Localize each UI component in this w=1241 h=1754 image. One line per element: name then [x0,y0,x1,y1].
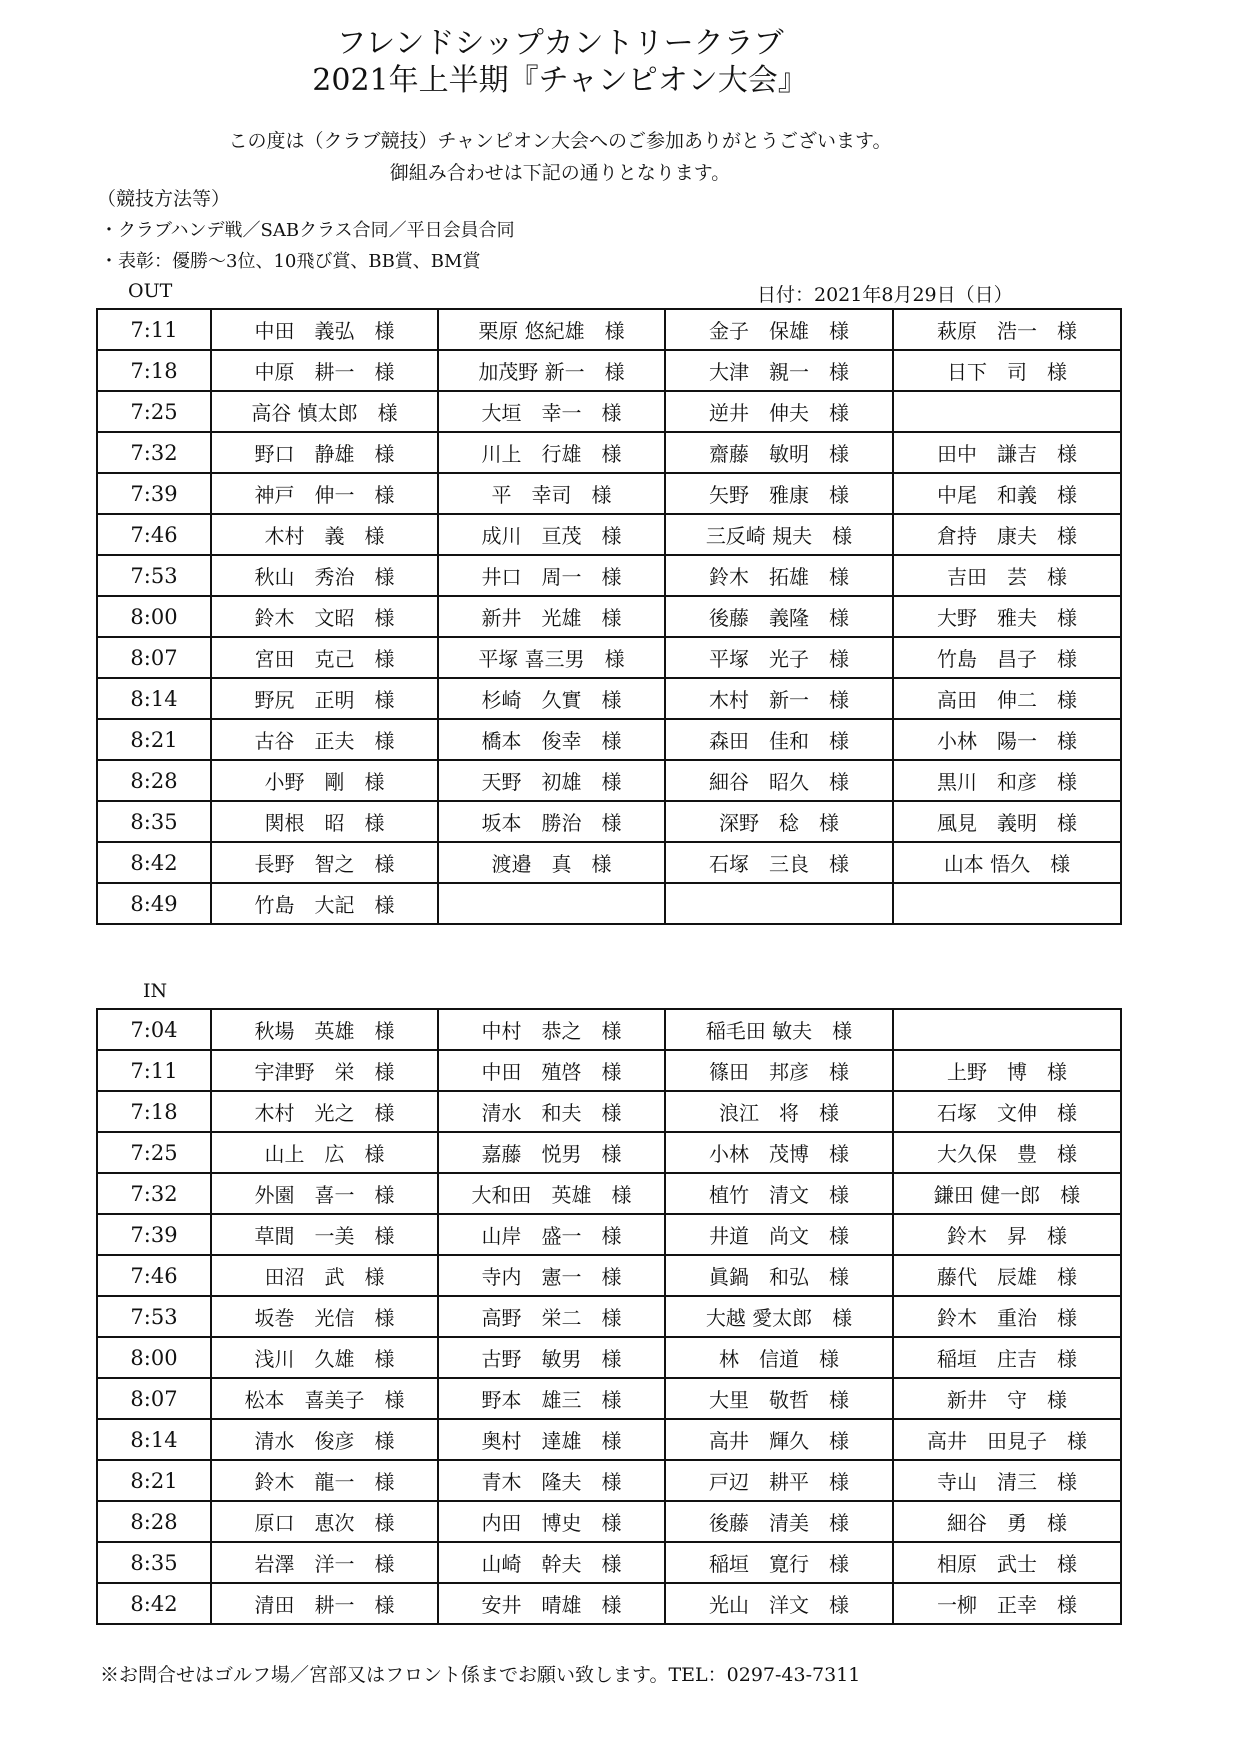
player-cell: 相原 武士 様 [893,1542,1121,1583]
player-cell: 嘉藤 悦男 様 [438,1132,665,1173]
player-cell: 深野 稔 様 [665,801,893,842]
tee-time: 8:35 [97,1542,211,1583]
player-cell: 中尾 和義 様 [893,473,1121,514]
player-cell: 古谷 正夫 様 [211,719,438,760]
event-date: 日付：2021年8月29日（日） [757,284,1013,306]
player-cell: 松本 喜美子 様 [211,1378,438,1419]
player-cell: 大野 雅夫 様 [893,596,1121,637]
player-cell: 加茂野 新一 様 [438,350,665,391]
player-cell: 原口 恵次 様 [211,1501,438,1542]
tee-time: 7:53 [97,1296,211,1337]
player-cell: 林 信道 様 [665,1337,893,1378]
player-cell: 野本 雄三 様 [438,1378,665,1419]
rules-heading: （競技方法等） [97,188,231,210]
player-cell [665,883,893,924]
player-cell: 杉崎 久實 様 [438,678,665,719]
player-cell: 中原 耕一 様 [211,350,438,391]
player-cell: 高田 伸二 様 [893,678,1121,719]
player-cell: 光山 洋文 様 [665,1583,893,1624]
player-cell: 齋藤 敏明 様 [665,432,893,473]
player-cell: 石塚 文伸 様 [893,1091,1121,1132]
player-cell: 竹島 大記 様 [211,883,438,924]
table-row [97,1419,1121,1460]
in-tee-times-table [96,1008,1122,1625]
player-cell: 稲垣 庄吉 様 [893,1337,1121,1378]
player-cell: 野口 静雄 様 [211,432,438,473]
player-cell: 森田 佳和 様 [665,719,893,760]
player-cell: 大垣 幸一 様 [438,391,665,432]
tee-time: 7:18 [97,1091,211,1132]
out-section-label: OUT [128,280,173,302]
player-cell: 青木 隆夫 様 [438,1460,665,1501]
player-cell: 戸辺 耕平 様 [665,1460,893,1501]
table-row [97,1542,1121,1583]
player-cell: 井口 周一 様 [438,555,665,596]
player-cell: 山崎 幹夫 様 [438,1542,665,1583]
player-cell [438,883,665,924]
table-row [97,350,1121,391]
player-cell: 鈴木 拓雄 様 [665,555,893,596]
table-row [97,842,1121,883]
player-cell: 山上 広 様 [211,1132,438,1173]
table-row [97,1050,1121,1091]
player-cell: 大和田 英雄 様 [438,1173,665,1214]
tee-time: 7:32 [97,1173,211,1214]
player-cell: 鈴木 龍一 様 [211,1460,438,1501]
player-cell: 田中 謙吉 様 [893,432,1121,473]
player-cell: 大津 親一 様 [665,350,893,391]
rule-awards: ・表彰：優勝～3位、10飛び賞、BB賞、BM賞 [100,251,481,272]
table-row [97,1501,1121,1542]
table-row [97,760,1121,801]
player-cell: 木村 光之 様 [211,1091,438,1132]
table-row [97,1378,1121,1419]
table-row [97,678,1121,719]
tee-time: 8:00 [97,1337,211,1378]
player-cell: 眞鍋 和弘 様 [665,1255,893,1296]
document-title: フレンドシップカントリークラブ [336,26,784,61]
table-row [97,883,1121,924]
tee-time: 7:18 [97,350,211,391]
table-row [97,555,1121,596]
player-cell: 後藤 義隆 様 [665,596,893,637]
player-cell: 吉田 芸 様 [893,555,1121,596]
player-cell: 大里 敬哲 様 [665,1378,893,1419]
player-cell: 寺山 清三 様 [893,1460,1121,1501]
document-subtitle: 2021年上半期『チャンピオン大会』 [312,63,808,98]
player-cell: 長野 智之 様 [211,842,438,883]
player-cell: 平塚 光子 様 [665,637,893,678]
player-cell: 中田 殖啓 様 [438,1050,665,1091]
player-cell: 小林 陽一 様 [893,719,1121,760]
player-cell: 稲垣 寛行 様 [665,1542,893,1583]
table-row [97,1296,1121,1337]
player-cell: 新井 守 様 [893,1378,1121,1419]
tee-time: 7:53 [97,555,211,596]
player-cell: 外園 喜一 様 [211,1173,438,1214]
player-cell: 平塚 喜三男 様 [438,637,665,678]
player-cell: 木村 義 様 [211,514,438,555]
tee-time: 8:49 [97,883,211,924]
player-cell: 山岸 盛一 様 [438,1214,665,1255]
table-row [97,1583,1121,1624]
player-cell: 小野 剛 様 [211,760,438,801]
player-cell: 細谷 昭久 様 [665,760,893,801]
table-row [97,1009,1121,1050]
player-cell: 安井 晴雄 様 [438,1583,665,1624]
player-cell: 寺内 憲一 様 [438,1255,665,1296]
table-row [97,637,1121,678]
player-cell: 鈴木 文昭 様 [211,596,438,637]
table-row [97,1214,1121,1255]
player-cell [893,883,1121,924]
out-tee-times-table [96,308,1122,925]
player-cell: 川上 行雄 様 [438,432,665,473]
player-cell: 風見 義明 様 [893,801,1121,842]
player-cell: 坂巻 光信 様 [211,1296,438,1337]
intro-line-1: この度は（クラブ競技）チャンピオン大会へのご参加ありがとうございます。 [228,130,892,152]
tee-time: 8:14 [97,678,211,719]
player-cell: 一柳 正幸 様 [893,1583,1121,1624]
table-row [97,1460,1121,1501]
player-cell: 秋場 英雄 様 [211,1009,438,1050]
player-cell: 竹島 昌子 様 [893,637,1121,678]
player-cell: 倉持 康夫 様 [893,514,1121,555]
player-cell: 大越 愛太郎 様 [665,1296,893,1337]
table-row [97,596,1121,637]
player-cell: 小林 茂博 様 [665,1132,893,1173]
table-row [97,514,1121,555]
player-cell [893,1009,1121,1050]
player-cell: 草間 一美 様 [211,1214,438,1255]
player-cell: 浪江 将 様 [665,1091,893,1132]
table-row [97,1255,1121,1296]
player-cell: 橋本 俊幸 様 [438,719,665,760]
table-row [97,1173,1121,1214]
player-cell: 逆井 伸夫 様 [665,391,893,432]
table-row [97,432,1121,473]
player-cell: 新井 光雄 様 [438,596,665,637]
player-cell: 鎌田 健一郎 様 [893,1173,1121,1214]
player-cell: 清水 和夫 様 [438,1091,665,1132]
tee-time: 8:07 [97,1378,211,1419]
table-row [97,391,1121,432]
player-cell: 山本 悟久 様 [893,842,1121,883]
tee-time: 7:39 [97,473,211,514]
player-cell: 宇津野 栄 様 [211,1050,438,1091]
player-cell: 田沼 武 様 [211,1255,438,1296]
tee-time: 8:21 [97,719,211,760]
player-cell: 清田 耕一 様 [211,1583,438,1624]
tee-time: 8:07 [97,637,211,678]
player-cell: 浅川 久雄 様 [211,1337,438,1378]
player-cell: 木村 新一 様 [665,678,893,719]
player-cell: 古野 敏男 様 [438,1337,665,1378]
player-cell: 黒川 和彦 様 [893,760,1121,801]
player-cell: 天野 初雄 様 [438,760,665,801]
tee-time: 7:11 [97,309,211,350]
player-cell: 日下 司 様 [893,350,1121,391]
player-cell: 清水 俊彦 様 [211,1419,438,1460]
player-cell: 大久保 豊 様 [893,1132,1121,1173]
player-cell: 高井 田見子 様 [893,1419,1121,1460]
tee-time: 8:42 [97,1583,211,1624]
player-cell: 秋山 秀治 様 [211,555,438,596]
tee-time: 8:00 [97,596,211,637]
player-cell: 上野 博 様 [893,1050,1121,1091]
player-cell: 稲毛田 敏夫 様 [665,1009,893,1050]
player-cell: 金子 保雄 様 [665,309,893,350]
player-cell: 神戸 伸一 様 [211,473,438,514]
player-cell: 高谷 慎太郎 様 [211,391,438,432]
player-cell: 藤代 辰雄 様 [893,1255,1121,1296]
tee-time: 7:39 [97,1214,211,1255]
player-cell: 奥村 達雄 様 [438,1419,665,1460]
contact-footer: ※お問合せはゴルフ場／宮部又はフロント係までお願い致します。TEL：0297-43-7311 [100,1664,861,1686]
player-cell: 植竹 清文 様 [665,1173,893,1214]
tee-time: 8:21 [97,1460,211,1501]
player-cell: 篠田 邦彦 様 [665,1050,893,1091]
table-row [97,309,1121,350]
intro-line-2: 御組み合わせは下記の通りとなります。 [389,162,731,184]
player-cell: 井道 尚文 様 [665,1214,893,1255]
player-cell: 坂本 勝治 様 [438,801,665,842]
player-cell: 野尻 正明 様 [211,678,438,719]
player-cell: 細谷 勇 様 [893,1501,1121,1542]
tee-time: 8:35 [97,801,211,842]
table-row [97,473,1121,514]
player-cell: 関根 昭 様 [211,801,438,842]
tee-time: 8:42 [97,842,211,883]
tee-time: 7:25 [97,1132,211,1173]
player-cell: 高野 栄二 様 [438,1296,665,1337]
tee-time: 7:25 [97,391,211,432]
tee-time: 7:46 [97,1255,211,1296]
player-cell: 萩原 浩一 様 [893,309,1121,350]
tee-time: 7:46 [97,514,211,555]
table-row [97,1337,1121,1378]
rule-format: ・クラブハンデ戦／SABクラス合同／平日会員合同 [100,220,515,241]
player-cell: 三反崎 規夫 様 [665,514,893,555]
player-cell [893,391,1121,432]
tee-time: 7:11 [97,1050,211,1091]
tee-time: 7:32 [97,432,211,473]
player-cell: 成川 亘茂 様 [438,514,665,555]
player-cell: 高井 輝久 様 [665,1419,893,1460]
player-cell: 岩澤 洋一 様 [211,1542,438,1583]
table-row [97,1132,1121,1173]
player-cell: 宮田 克己 様 [211,637,438,678]
tee-time: 8:28 [97,1501,211,1542]
tee-time: 8:28 [97,760,211,801]
player-cell: 平 幸司 様 [438,473,665,514]
table-row [97,719,1121,760]
player-cell: 中田 義弘 様 [211,309,438,350]
player-cell: 鈴木 重治 様 [893,1296,1121,1337]
player-cell: 後藤 清美 様 [665,1501,893,1542]
player-cell: 中村 恭之 様 [438,1009,665,1050]
player-cell: 渡邉 真 様 [438,842,665,883]
player-cell: 栗原 悠紀雄 様 [438,309,665,350]
in-section-label: IN [143,980,168,1002]
player-cell: 矢野 雅康 様 [665,473,893,514]
player-cell: 鈴木 昇 様 [893,1214,1121,1255]
player-cell: 内田 博史 様 [438,1501,665,1542]
player-cell: 石塚 三良 様 [665,842,893,883]
table-row [97,1091,1121,1132]
tee-time: 8:14 [97,1419,211,1460]
tee-time: 7:04 [97,1009,211,1050]
table-row [97,801,1121,842]
